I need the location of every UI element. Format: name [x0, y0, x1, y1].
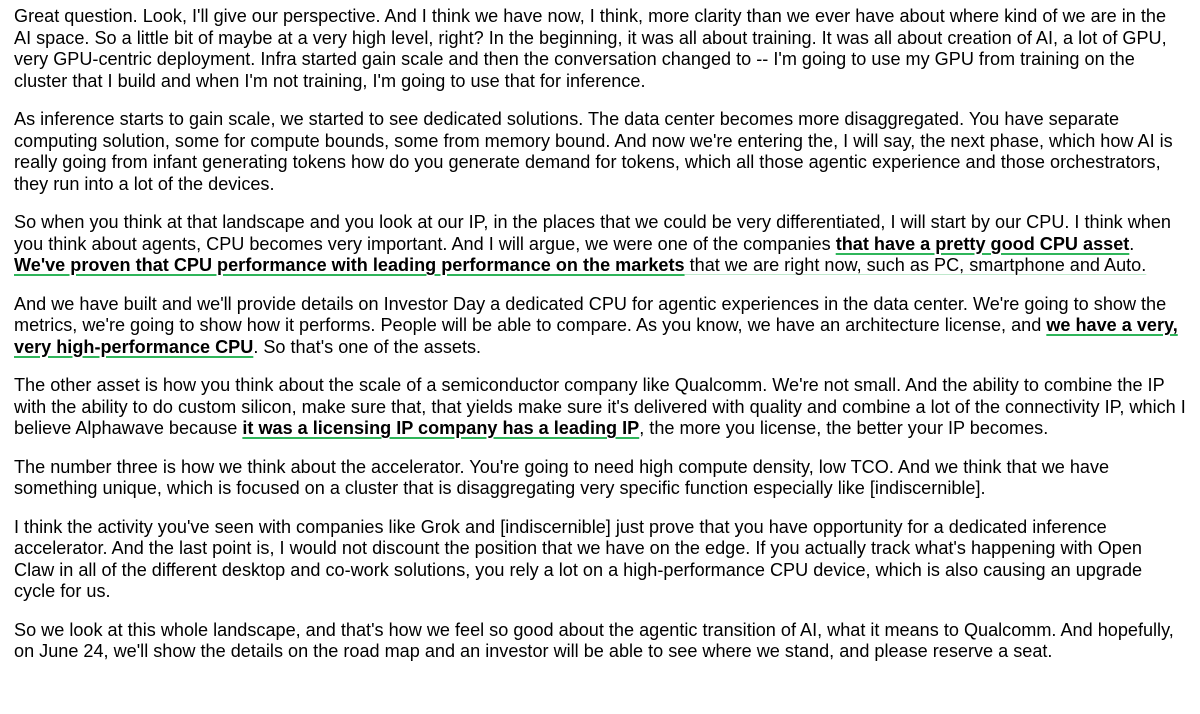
paragraph-7: [14, 517, 1186, 603]
highlighted-phrase: it was a licensing IP company has a leading IP: [242, 418, 640, 438]
text-segment: that we are right now, such as PC, smartphone and Auto.: [684, 255, 1147, 275]
highlighted-phrase: We've proven that CPU performance with leading performance on the markets: [14, 255, 685, 275]
paragraph-2: [14, 109, 1186, 195]
text-segment: .: [1129, 233, 1135, 254]
highlighted-phrase: that have a pretty good CPU asset: [835, 233, 1130, 254]
text-segment: And we have built and we'll provide details on Investor Day a dedicated CPU for agentic experiences in the data center. We're going to show the metrics, we're going to show how it performs. People will be able to compare. As you know, we have an architecture license, and: [14, 293, 1167, 335]
text-segment: I think the activity you've seen with companies like Grok and [indiscernible] just prove that you have opportunity for a dedicated inference accelerator. And the last point is, I would not discount the position that we have on the edge. If you actually track what's happening with Open Claw in all of the different desktop and co-work solutions, you rely a lot on a high-performance CPU device, which is also causing an upgrade cycle for us.: [14, 516, 1143, 601]
paragraph-5: [14, 375, 1186, 440]
highlighted-phrase: we have a very, very high-performance CPU: [14, 315, 1178, 357]
text-segment: . So that's one of the assets.: [253, 336, 482, 357]
text-segment: Great question. Look, I'll give our perspective. And I think we have now, I think, more clarity than we ever have about where kind of we are in the AI space. So a little bit of maybe at a very high level, right? In the beginning, it was all about training. It was all about creation of AI, a lot of GPU, very GPU-centric deployment. Infra started gain scale and then the conversation changed to -- I'm going to use my GPU from training on the cluster that I build and when I'm not training, I'm going to use that for inference.: [14, 6, 1167, 91]
text-segment: The number three is how we think about the accelerator. You're going to need high compute density, low TCO. And we think that we have something unique, which is focused on a cluster that is disaggregating very specific function especially like [indiscernible].: [14, 456, 1110, 498]
text-segment: So when you think at that landscape and you look at our IP, in the places that we could be very differentiated, I will start by our CPU. I think when you think about agents, CPU becomes very important. And I will argue, we were one of the companies: [14, 212, 1171, 254]
text-segment: As inference starts to gain scale, we started to see dedicated solutions. The data center becomes more disaggregated. You have separate computing solution, some for compute bounds, some from memory bound. And now we're entering the, I will say, the next phase, which how AI is really going from infant generating tokens how do you generate demand for tokens, which all those agentic experience and those orchestrators, they run into a lot of the devices.: [14, 109, 1173, 194]
paragraph-1: [14, 6, 1186, 92]
transcript-document: [14, 6, 1186, 663]
paragraph-8: [14, 620, 1186, 663]
text-segment: , the more you license, the better your IP becomes.: [639, 418, 1049, 438]
text-segment: So we look at this whole landscape, and that's how we feel so good about the agentic transition of AI, what it means to Qualcomm. And hopefully, on June 24, we'll show the details on the road map and an investor will be able to see where we stand, and please reserve a seat.: [14, 619, 1174, 661]
text-segment: The other asset is how you think about the scale of a semiconductor company like Qualcomm. We're not small. And the ability to combine the IP with the ability to do custom silicon, make sure that, that yields make sure it's delivered with quality and combine a lot of the connectivity IP, which I believe Alphawave because: [14, 375, 1186, 438]
paragraph-6: [14, 457, 1186, 500]
paragraph-3: [14, 212, 1186, 277]
paragraph-4: [14, 294, 1186, 359]
